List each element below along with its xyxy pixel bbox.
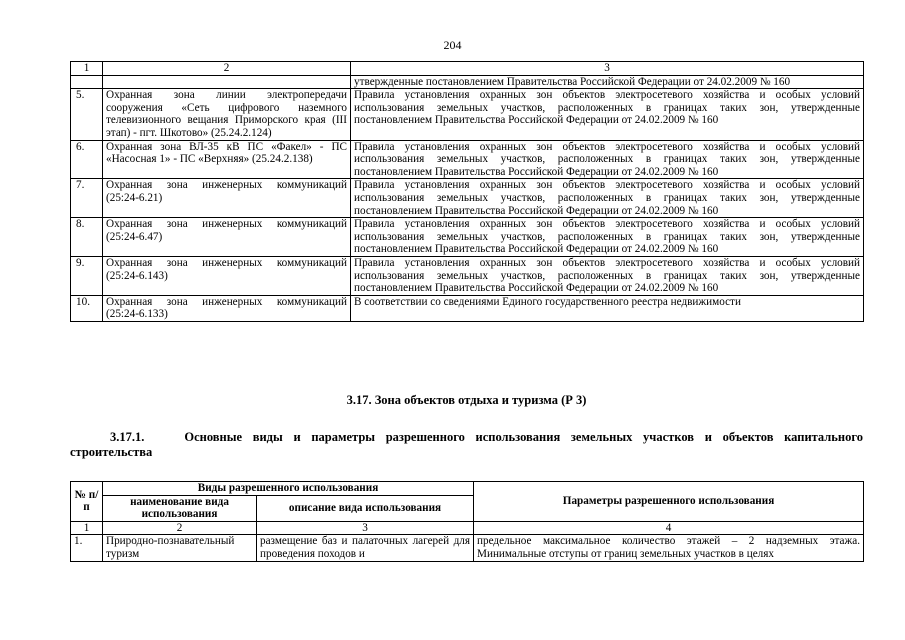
column-index-2: 2: [103, 521, 257, 535]
zone-name: Охранная зона линии электропередачи сооружения «Сеть цифрового наземного телевизионного вещания Приморского края (III этап) - пгт. Шкотово» (25.24.2.124): [103, 89, 351, 140]
use-parameters: предельное максимальное количество этажей – 2 надземных этажа. Минимальные отступы от границ земельных участков в целях: [474, 535, 864, 561]
row-number: 10.: [71, 295, 103, 321]
column-index-3: 3: [351, 62, 864, 76]
column-index-4: 4: [474, 521, 864, 535]
section-heading: 3.17. Зона объектов отдыха и туризма (Р 3): [346, 393, 587, 407]
table-row: [71, 535, 864, 561]
table-row: [71, 218, 864, 257]
row-number: 9.: [71, 256, 103, 295]
table-row: [71, 89, 864, 140]
table-row: [71, 256, 864, 295]
column-index-3: 3: [257, 521, 474, 535]
zone-name: Охранная зона инженерных коммуникаций (25:24-6.133): [103, 295, 351, 321]
table-index-row: [71, 521, 864, 535]
subsection-title: Основные виды и параметры разрешенного использования земельных участков и объектов капитального строительства: [70, 430, 863, 459]
rule-text: Правила установления охранных зон объектов электросетевого хозяйства и особых условий использования земельных участков, расположенных в границах таких зон, утвержденные постановлением Правительства Российской Федерации от 24.02.2009 № 160: [351, 218, 864, 257]
table-row-continuation: [71, 75, 864, 89]
table-row: [71, 179, 864, 218]
rule-text: Правила установления охранных зон объектов электросетевого хозяйства и особых условий использования земельных участков, расположенных в границах таких зон, утвержденные постановлением Правительства Российской Федерации от 24.02.2009 № 160: [351, 179, 864, 218]
column-header-name: наименование вида использования: [103, 495, 257, 521]
use-description: размещение баз и палаточных лагерей для проведения походов и: [257, 535, 474, 561]
zone-name: Охранная зона ВЛ-35 кВ ПС «Факел» - ПС «Насосная 1» - ПС «Верхняя» (25.24.2.138): [103, 140, 351, 179]
rule-text: Правила установления охранных зон объектов электросетевого хозяйства и особых условий использования земельных участков, расположенных в границах таких зон, утвержденные постановлением Правительства Российской Федерации от 24.02.2009 № 160: [351, 140, 864, 179]
zone-name: Охранная зона инженерных коммуникаций (25:24-6.21): [103, 179, 351, 218]
column-header-number: № п/п: [71, 482, 103, 522]
row-number: 5.: [71, 89, 103, 140]
table-row: [71, 140, 864, 179]
restrictions-table: [70, 61, 864, 322]
column-header-description: описание вида использования: [257, 495, 474, 521]
zone-name: [103, 75, 351, 89]
rule-text: утвержденные постановлением Правительства Российской Федерации от 24.02.2009 № 160: [351, 75, 864, 89]
permitted-use-table: [70, 481, 864, 562]
table-header-row: [71, 482, 864, 496]
row-number: 8.: [71, 218, 103, 257]
row-number: 1.: [71, 535, 103, 561]
rule-text: Правила установления охранных зон объектов электросетевого хозяйства и особых условий использования земельных участков, расположенных в границах таких зон, утвержденные постановлением Правительства Российской Федерации от 24.02.2009 № 160: [351, 89, 864, 140]
table-row: [71, 295, 864, 321]
rule-text: Правила установления охранных зон объектов электросетевого хозяйства и особых условий использования земельных участков, расположенных в границах таких зон, утвержденные постановлением Правительства Российской Федерации от 24.02.2009 № 160: [351, 256, 864, 295]
use-name: Природно-познавательный туризм: [103, 535, 257, 561]
page-number: 204: [443, 38, 462, 52]
subsection-heading: [70, 430, 863, 460]
rule-text: В соответствии со сведениями Единого государственного реестра недвижимости: [351, 295, 864, 321]
column-index-1: 1: [71, 62, 103, 76]
column-group-header: Виды разрешенного использования: [103, 482, 474, 496]
subsection-number: 3.17.1.: [110, 430, 145, 444]
column-header-params: Параметры разрешенного использования: [474, 482, 864, 522]
zone-name: Охранная зона инженерных коммуникаций (25:24-6.47): [103, 218, 351, 257]
zone-name: Охранная зона инженерных коммуникаций (25:24-6.143): [103, 256, 351, 295]
table-header-row: [71, 62, 864, 76]
column-index-2: 2: [103, 62, 351, 76]
column-index-1: 1: [71, 521, 103, 535]
row-number: [71, 75, 103, 89]
row-number: 6.: [71, 140, 103, 179]
row-number: 7.: [71, 179, 103, 218]
